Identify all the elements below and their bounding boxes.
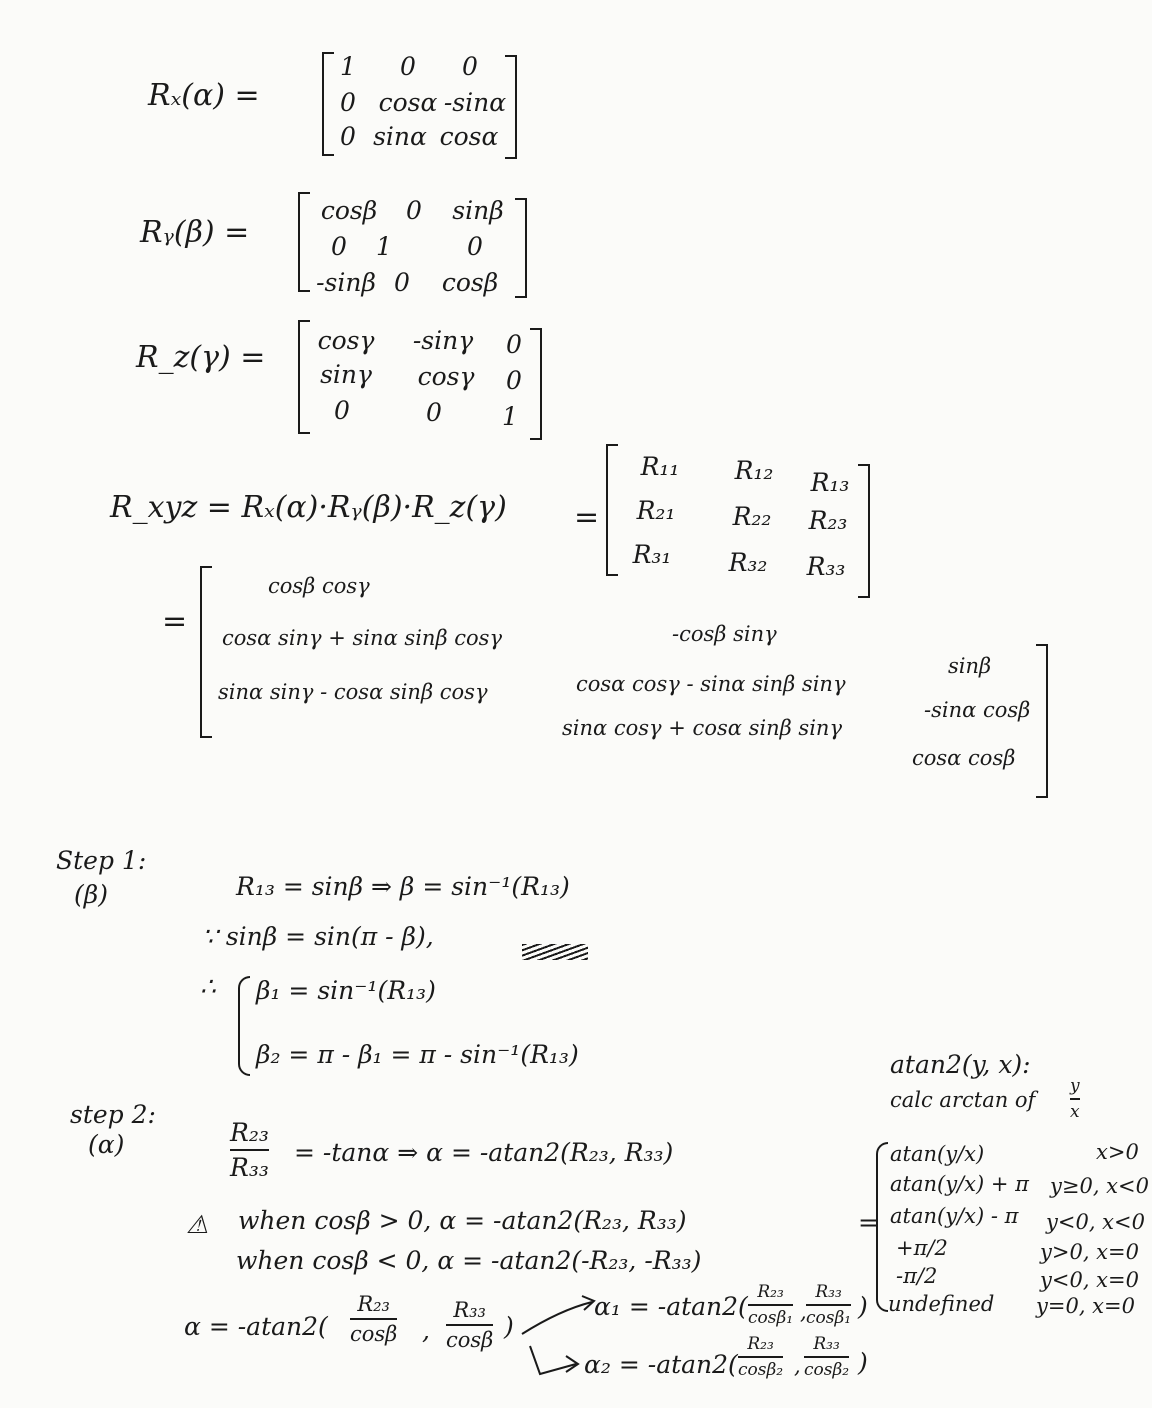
atan2-case-expr: -π/2 <box>896 1264 938 1288</box>
rz-cell: 0 <box>426 398 442 427</box>
alpha1-lhs: α₁ = -atan2( <box>594 1292 748 1321</box>
rx-cell: sinα <box>373 122 427 151</box>
expanded-cell: cosα cosβ <box>912 746 1016 770</box>
alpha2-close: ) <box>858 1348 868 1377</box>
atan2-case-expr: atan(y/x) <box>890 1142 985 1166</box>
step2-den: R₃₃ <box>230 1153 269 1182</box>
rxyz-cell: R₁₃ <box>810 468 850 497</box>
expanded-cell: sinβ <box>948 654 992 678</box>
rxyz-cell: R₂₃ <box>808 506 848 535</box>
rz-cell: cosγ <box>417 362 475 391</box>
alpha1-frac2-num: R₃₃ <box>815 1282 842 1302</box>
alpha-frac2-num: R₃₃ <box>453 1298 486 1322</box>
alpha1-close: ) <box>858 1292 868 1321</box>
atan2-title: atan2(y, x): <box>890 1050 1031 1079</box>
rz-lhs: R_z(γ) = <box>136 340 266 375</box>
rx-lhs: Rₓ(α) = <box>148 78 260 113</box>
alpha1-frac2-den: cosβ₁ <box>806 1308 852 1328</box>
alpha2-lhs: α₂ = -atan2( <box>584 1350 738 1379</box>
rx-cell: 0 <box>400 52 416 81</box>
step1-line1: R₁₃ = sinβ ⇒ β = sin⁻¹(R₁₃) <box>236 872 570 901</box>
ry-lhs: Rᵧ(β) = <box>140 215 250 250</box>
expanded-cell: -cosβ sinγ <box>672 622 777 646</box>
atan2-sub-num: y <box>1070 1076 1080 1096</box>
atan2-case-cond: y≥0, x<0 <box>1050 1174 1149 1198</box>
rxyz-cell: R₂₁ <box>636 496 676 525</box>
rx-cell: 0 <box>340 122 356 151</box>
warning-icon: ⚠ <box>186 1210 209 1239</box>
ry-cell: 0 <box>406 196 422 225</box>
ry-cell: cosβ <box>320 196 378 225</box>
expanded-cell: cosα sinγ + sinα sinβ cosγ <box>222 626 502 650</box>
step1-line3: β₁ = sin⁻¹(R₁₃) <box>256 976 436 1005</box>
rz-cell: 0 <box>506 330 522 359</box>
ry-cell: -sinβ <box>316 268 376 297</box>
atan2-case-expr: +π/2 <box>896 1236 948 1260</box>
rxyz-cell: R₃₁ <box>632 540 672 569</box>
ry-cell: 0 <box>467 232 483 261</box>
step1-var: (β) <box>74 880 108 909</box>
alpha-frac1-den: cosβ <box>350 1322 398 1346</box>
rz-cell: 0 <box>334 396 350 425</box>
step1-title: Step 1: <box>56 846 147 875</box>
rx-cell: 0 <box>462 52 478 81</box>
rxyz-cell: R₁₂ <box>734 456 774 485</box>
rxyz-eq: = <box>574 500 600 535</box>
atan2-eq: = <box>858 1208 879 1237</box>
alpha1-frac1-num: R₂₃ <box>757 1282 784 1302</box>
atan2-case-cond: y<0, x=0 <box>1040 1268 1139 1292</box>
rxyz-cell: R₁₁ <box>640 452 680 481</box>
alpha2-frac2-num: R₃₃ <box>813 1334 840 1354</box>
alpha2-frac1-den: cosβ₂ <box>738 1360 784 1380</box>
alpha-frac1-num: R₂₃ <box>357 1292 390 1316</box>
rx-cell: cosα <box>439 122 499 151</box>
step1-therefore: ∴ <box>200 972 216 1001</box>
comma: , <box>800 1300 807 1324</box>
atan2-case-cond: y<0, x<0 <box>1046 1210 1145 1234</box>
atan2-case-cond: y=0, x=0 <box>1036 1294 1135 1318</box>
rz-cell: sinγ <box>320 360 372 389</box>
ry-cell: sinβ <box>452 196 504 225</box>
rx-cell: cosα <box>378 88 438 117</box>
comma: , <box>794 1354 801 1378</box>
ry-cell: 0 <box>394 268 410 297</box>
alpha-frac2-den: cosβ <box>446 1328 494 1352</box>
comma: , <box>422 1316 430 1345</box>
rxyz-lhs: R_xyz = Rₓ(α)·Rᵧ(β)·R_z(γ) <box>110 490 507 525</box>
step2-line2: when cosβ > 0, α = -atan2(R₂₃, R₃₃) <box>238 1206 687 1235</box>
atan2-brace <box>876 1142 888 1312</box>
alpha2-frac1-num: R₂₃ <box>747 1334 774 1354</box>
rz-cell: cosγ <box>317 326 375 355</box>
ry-cell: 0 <box>331 232 347 261</box>
atan2-case-cond: x>0 <box>1096 1140 1139 1164</box>
alpha2-frac2-den: cosβ₂ <box>804 1360 850 1380</box>
ry-cell: cosβ <box>441 268 499 297</box>
atan2-case-expr: atan(y/x) - π <box>890 1204 1019 1228</box>
alpha1-frac1-den: cosβ₁ <box>748 1308 794 1328</box>
atan2-case-expr: atan(y/x) + π <box>890 1172 1029 1196</box>
expanded-cell: -sinα cosβ <box>924 698 1031 722</box>
expanded-cell: sinα cosγ + cosα sinβ sinγ <box>562 716 842 740</box>
alpha-lhs: α = -atan2( <box>184 1312 328 1341</box>
rx-cell: 1 <box>340 52 356 81</box>
rx-cell: -sinα <box>443 88 507 117</box>
step1-line2: ∵ sinβ = sin(π - β), <box>202 922 434 951</box>
rxyz-cell: R₂₂ <box>732 502 772 531</box>
rxyz-cell: R₃₃ <box>806 552 846 581</box>
rz-cell: 1 <box>502 402 518 431</box>
expanded-cell: cosβ cosγ <box>268 574 370 598</box>
atan2-sub-fraction <box>1070 1076 1080 1122</box>
expanded-cell: sinα sinγ - cosα sinβ cosγ <box>218 680 488 704</box>
atan2-sub-den: x <box>1070 1102 1080 1122</box>
alpha-close: ) <box>504 1312 514 1341</box>
expanded-eq: = <box>162 604 188 639</box>
step2-title: step 2: <box>70 1100 156 1129</box>
atan2-sub: calc arctan of <box>890 1088 1036 1112</box>
rz-cell: 0 <box>506 366 522 395</box>
step2-var: (α) <box>88 1130 125 1159</box>
step1-line4: β₂ = π - β₁ = π - sin⁻¹(R₁₃) <box>256 1040 579 1069</box>
expanded-cell: cosα cosγ - sinα sinβ sinγ <box>576 672 846 696</box>
step2-line1: = -tanα ⇒ α = -atan2(R₂₃, R₃₃) <box>294 1138 674 1167</box>
rx-cell: 0 <box>340 88 356 117</box>
step2-line3: when cosβ < 0, α = -atan2(-R₂₃, -R₃₃) <box>236 1246 702 1275</box>
step2-num: R₂₃ <box>230 1118 269 1147</box>
rxyz-cell: R₃₂ <box>728 548 768 577</box>
atan2-case-expr: undefined <box>888 1292 995 1316</box>
rz-cell: -sinγ <box>412 326 474 355</box>
ry-cell: 1 <box>376 232 392 261</box>
atan2-case-cond: y>0, x=0 <box>1040 1240 1139 1264</box>
